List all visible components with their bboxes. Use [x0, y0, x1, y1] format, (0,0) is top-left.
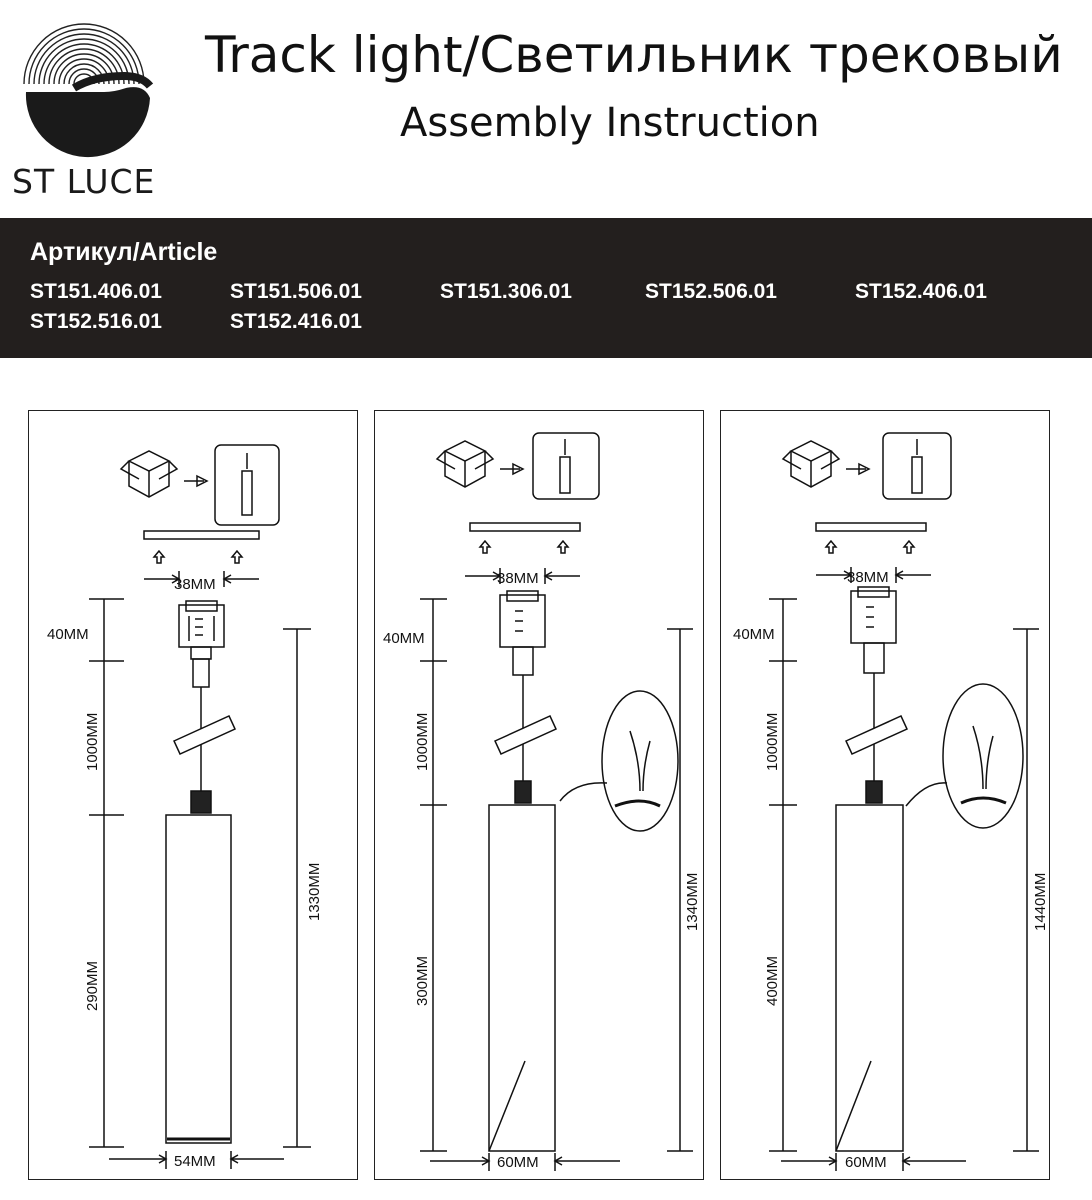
article-code: ST151.506.01 [230, 280, 362, 303]
detail-callout [602, 691, 678, 831]
article-band [0, 218, 1092, 358]
cable-gland [515, 781, 531, 803]
dim-cable-length: 1000MM [414, 712, 431, 771]
dim-adapter-width: 38MM [497, 570, 539, 587]
dim-adapter-height: 40MM [47, 626, 89, 643]
box-icon [437, 441, 493, 487]
lamp-body [166, 815, 231, 1143]
diagram-panel-3 [720, 410, 1050, 1180]
arrow-icon [500, 464, 523, 474]
track-rail [144, 531, 259, 539]
dim-total-height: 1340MM [684, 872, 701, 931]
page-title: Track light/Светильник трековый [205, 26, 1063, 84]
article-code: ST152.416.01 [230, 310, 362, 333]
lamp-diagram [375, 411, 705, 1181]
cable-gland [866, 781, 882, 803]
lamp-diagram [29, 411, 359, 1181]
dim-total-height: 1330MM [306, 862, 323, 921]
track-rail [816, 523, 926, 531]
package-contents-icon [533, 433, 599, 499]
detail-callout [943, 684, 1023, 828]
dim-body-height: 300MM [414, 955, 431, 1006]
dim-diameter: 54MM [174, 1153, 216, 1170]
box-icon [783, 441, 839, 487]
dim-diameter: 60MM [845, 1154, 887, 1171]
lamp-body [836, 805, 903, 1151]
page-subtitle: Assembly Instruction [400, 100, 820, 146]
diagram-panel-2 [374, 410, 704, 1180]
article-code: ST151.306.01 [440, 280, 572, 303]
dim-body-height: 290MM [84, 960, 101, 1011]
dim-adapter-width: 38MM [847, 569, 889, 586]
arrow-icon [846, 464, 869, 474]
dim-cable-length: 1000MM [764, 712, 781, 771]
article-code: ST151.406.01 [30, 280, 162, 303]
article-code: ST152.406.01 [855, 280, 987, 303]
track-rail [470, 523, 580, 531]
lamp-body [489, 805, 555, 1151]
article-label: Артикул/Article [30, 238, 218, 266]
lamp-diagram [721, 411, 1051, 1181]
dim-adapter-height: 40MM [383, 630, 425, 647]
brand-name: ST LUCE [12, 162, 156, 201]
article-code: ST152.516.01 [30, 310, 162, 333]
dim-adapter-width: 38MM [174, 576, 216, 593]
dim-adapter-height: 40MM [733, 626, 775, 643]
dim-body-height: 400MM [764, 955, 781, 1006]
box-icon [121, 451, 177, 497]
dim-cable-length: 1000MM [84, 712, 101, 771]
arrow-icon [184, 476, 207, 486]
dim-total-height: 1440MM [1032, 872, 1049, 931]
article-code: ST152.506.01 [645, 280, 777, 303]
cable-gland [191, 791, 211, 813]
dim-diameter: 60MM [497, 1154, 539, 1171]
diagram-panel-1 [28, 410, 358, 1180]
